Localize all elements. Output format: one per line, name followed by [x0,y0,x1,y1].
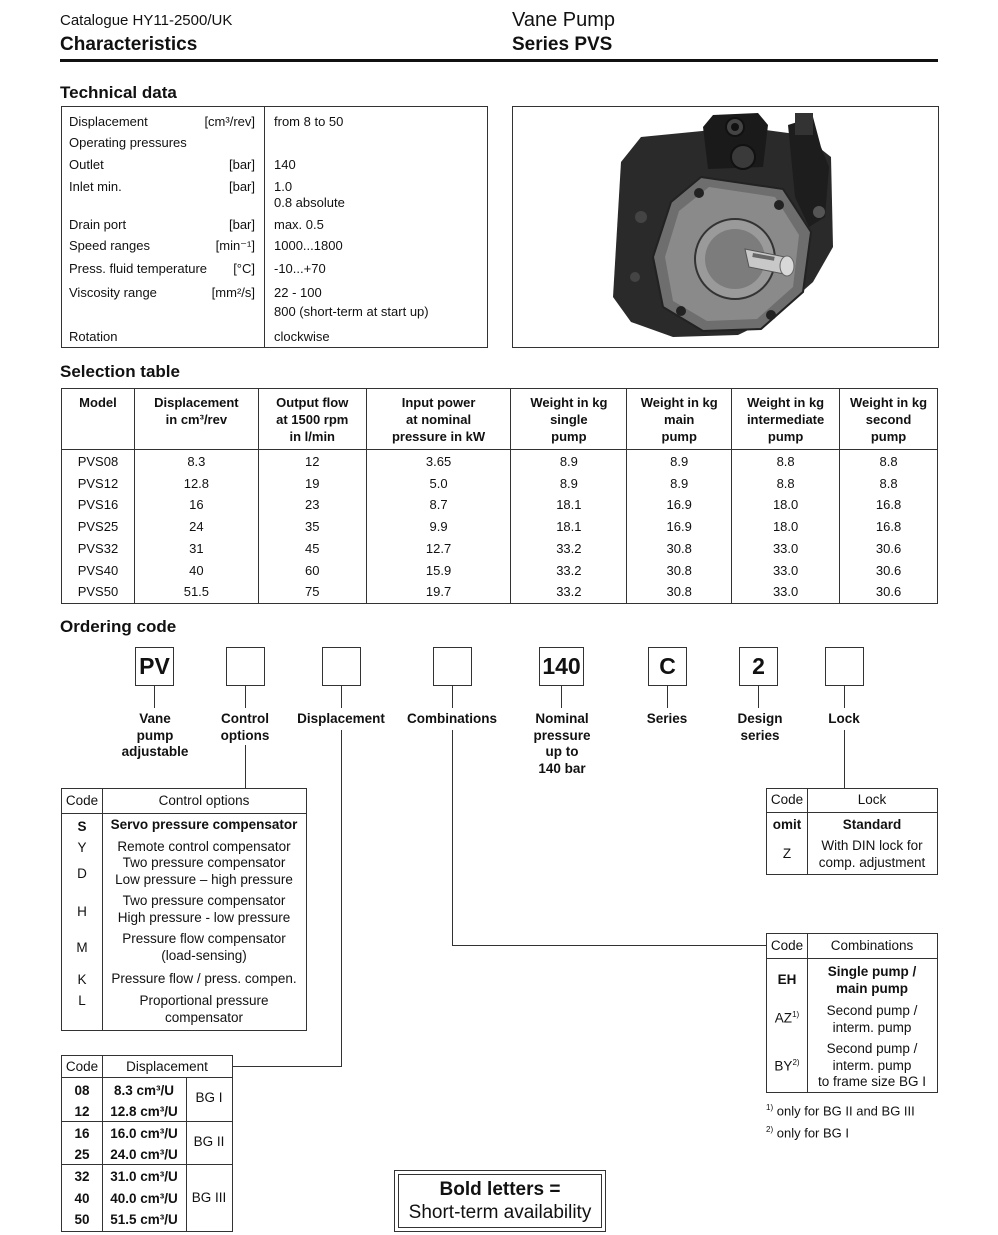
displacement-value: 31.0 cm³/U [110,1169,178,1184]
col-header-displacement: Displacement in cm³/rev [134,389,258,450]
connector-line [561,686,562,708]
code-box-displacement [322,647,361,686]
col-header-input-power: Input power at nominal pressure in kW [366,389,511,450]
label-design-series: Design series [737,711,783,743]
displacement-code: 16 [74,1126,90,1141]
control-option-desc: Servo pressure compensator [110,817,298,832]
connector-displacement [341,730,342,1066]
lock-table [766,788,938,875]
table-cell: 33.0 [732,538,840,560]
connector-combinations-h [452,945,766,946]
label-control-options: Control options [220,711,270,743]
combinations-header-code: Code [770,938,804,953]
table-row [62,473,938,495]
table-cell: 8.7 [366,494,511,516]
table-cell: 33.0 [732,560,840,582]
table-cell: 30.6 [840,581,938,603]
code-box-pv: PV [135,647,174,686]
table-rule [767,958,937,959]
table-cell: 19 [258,473,366,495]
table-cell: 8.8 [732,450,840,473]
connector-line [341,686,342,708]
displacement-value: 40.0 cm³/U [110,1191,178,1206]
table-rule [62,1077,232,1078]
table-cell: 40 [134,560,258,582]
control-option-code: K [77,972,87,987]
product-series: Series PVS [512,34,613,55]
table-rule [62,1164,232,1165]
control-options-header-desc: Control options [158,793,250,808]
table-cell: PVS25 [62,516,135,538]
code-box-nominal-pressure: 140 [539,647,584,686]
control-option-code: M [76,940,88,955]
control-option-desc: Remote control compensator [117,839,291,854]
table-cell: 8.8 [840,473,938,495]
code-box-combinations [433,647,472,686]
combination-code-eh: EH [777,972,797,987]
displacement-header-code: Code [65,1059,99,1074]
control-option-desc: Proportional pressure compensator [139,993,269,1025]
table-cell: 18.1 [511,494,627,516]
label-nominal-pressure: Nominal pressure up to 140 bar [533,711,591,776]
table-rule [62,813,306,814]
table-cell: 8.3 [134,450,258,473]
lock-desc-din: With DIN lock for comp. adjustment [818,838,926,870]
connector-line [758,686,759,708]
table-cell: 12.7 [366,538,511,560]
bold-letters-legend [394,1170,606,1232]
control-option-desc: Pressure flow / press. compen. [111,971,297,986]
label-combinations: Combinations [407,711,497,726]
control-option-code: L [78,993,86,1008]
lock-header-code: Code [770,792,804,807]
label-series: Series [646,711,688,726]
displacement-value: 12.8 cm³/U [110,1104,178,1119]
group-bg-2: BG II [193,1134,225,1149]
control-option-code: Y [77,840,87,855]
col-header-weight-intermediate: Weight in kg intermediate pump [732,389,840,450]
control-option-code: H [77,904,87,919]
selection-table-header [62,389,938,450]
table-cell: 33.2 [511,560,627,582]
connector-line [844,686,845,708]
control-option-code: D [77,866,87,881]
col-header-weight-second: Weight in kg second pump [840,389,938,450]
connector-line [667,686,668,708]
displacement-value: 16.0 cm³/U [110,1126,178,1141]
code-box-design-series: 2 [739,647,778,686]
displacement-value: 51.5 cm³/U [110,1212,178,1227]
col-header-weight-single: Weight in kg single pump [511,389,627,450]
table-cell: 33.2 [511,538,627,560]
table-cell: 33.2 [511,581,627,603]
table-row [62,538,938,560]
connector-line [452,686,453,708]
table-cell: 18.1 [511,516,627,538]
table-row [62,516,938,538]
code-box-lock [825,647,864,686]
combination-code-az: AZ$^{1)}$ [774,1010,800,1026]
table-cell: 18.0 [732,494,840,516]
col-header-output-flow: Output flow at 1500 rpm in l/min [258,389,366,450]
table-cell: 8.9 [627,450,732,473]
table-row [62,560,938,582]
table-cell: 30.8 [627,538,732,560]
table-row [62,581,938,603]
control-options-header-code: Code [65,793,99,808]
table-rule [62,1121,232,1122]
table-cell: PVS40 [62,560,135,582]
table-cell: 24 [134,516,258,538]
group-bg-3: BG III [191,1190,227,1205]
header-rule [60,59,938,62]
lock-header-desc: Lock [857,792,887,807]
connector-control-options [245,745,246,788]
footnote-1: $^{1)}$ only for BG II and BG III [766,1103,915,1119]
label-displacement: Displacement [297,711,385,726]
table-cell: 16.9 [627,516,732,538]
control-option-desc: Pressure flow compensator (load-sensing) [122,931,286,963]
code-box-control-options [226,647,265,686]
table-row [62,494,938,516]
table-cell: PVS08 [62,450,135,473]
displacement-code: 40 [74,1191,90,1206]
table-cell: 33.0 [732,581,840,603]
table-rule [767,812,937,813]
connector-line [154,686,155,708]
table-cell: 45 [258,538,366,560]
displacement-code: 25 [74,1147,90,1162]
table-cell: 23 [258,494,366,516]
combinations-header-desc: Combinations [830,938,914,953]
legend-line-2: Short-term availability [408,1202,592,1223]
table-cell: 51.5 [134,581,258,603]
column-divider [264,107,265,347]
legend-line-1: Bold letters = [439,1179,561,1200]
connector-line [245,686,246,708]
displacement-value: 24.0 cm³/U [110,1147,178,1162]
vane-pump-illustration [513,107,938,347]
table-cell: 8.8 [840,450,938,473]
table-cell: 30.6 [840,538,938,560]
table-cell: 60 [258,560,366,582]
table-cell: 18.0 [732,516,840,538]
control-option-code: S [77,819,87,834]
table-cell: PVS50 [62,581,135,603]
code-box-series: C [648,647,687,686]
lock-code-z: Z [782,846,792,861]
table-cell: 16 [134,494,258,516]
catalogue-number: Catalogue HY11-2500/UK [60,12,233,29]
col-header-model: Model [62,389,135,450]
table-cell: 12 [258,450,366,473]
table-cell: 16.8 [840,494,938,516]
table-cell: 15.9 [366,560,511,582]
table-cell: 16.8 [840,516,938,538]
table-cell: PVS12 [62,473,135,495]
footnote-2: $^{2)}$ only for BG I [766,1125,849,1141]
table-cell: 8.9 [511,473,627,495]
label-vane-pump: Vane pump adjustable [121,711,189,759]
table-cell: PVS16 [62,494,135,516]
table-cell: 31 [134,538,258,560]
table-cell: 30.6 [840,560,938,582]
selection-table-title: Selection table [60,362,180,381]
table-cell: 5.0 [366,473,511,495]
table-cell: 30.8 [627,581,732,603]
col-header-weight-main: Weight in kg main pump [627,389,732,450]
product-name: Vane Pump [512,9,616,31]
table-row [62,450,938,473]
displacement-code: 12 [74,1104,90,1119]
selection-table [61,388,938,604]
table-cell: 8.8 [732,473,840,495]
table-cell: 9.9 [366,516,511,538]
group-bg-1: BG I [195,1090,223,1105]
lock-desc-standard: Standard [842,817,902,832]
table-cell: PVS32 [62,538,135,560]
lock-code-omit: omit [772,817,802,832]
control-option-desc: Two pressure compensator Low pressure – high pressure [115,855,293,887]
connector-lock [844,730,845,788]
combinations-table [766,933,938,1093]
table-cell: 16.9 [627,494,732,516]
technical-data-title: Technical data [60,83,177,102]
connector-combinations [452,730,453,945]
displacement-value: 8.3 cm³/U [113,1083,175,1098]
displacement-table [61,1055,233,1232]
legend-inner [398,1174,602,1228]
combination-code-by: BY$^{2)}$ [774,1058,800,1074]
displacement-header-desc: Displacement [126,1059,208,1074]
combination-desc-eh: Single pump / main pump [827,964,917,996]
connector-displacement-h [232,1066,342,1067]
table-cell: 30.8 [627,560,732,582]
displacement-code: 08 [74,1083,90,1098]
table-cell: 8.9 [511,450,627,473]
combination-desc-by: Second pump / interm. pump to frame size BG I [817,1041,927,1089]
table-cell: 8.9 [627,473,732,495]
control-option-desc: Two pressure compensator High pressure - low pressure [117,893,291,925]
label-lock: Lock [828,711,860,726]
table-cell: 12.8 [134,473,258,495]
technical-data-table: Displacement [cm³/rev] from 8 to 50 Operating pressures Outlet [bar] 140 Inlet min. [bar] 1.0 0.8 absolute Drain port [bar] max. 0.5 Speed ranges [min⁻¹] 1000...1800 Press. fluid temperature [°C] -10...+70 Viscosity range [mm²/s] 22 - 100 800 (short-term at start up) Rotation clockwise [61,106,488,348]
combination-desc-az: Second pump / interm. pump [826,1003,918,1035]
displacement-code: 32 [74,1169,90,1184]
table-cell: 75 [258,581,366,603]
ordering-code-title: Ordering code [60,617,177,636]
table-cell: 35 [258,516,366,538]
displacement-code: 50 [74,1212,90,1227]
table-cell: 19.7 [366,581,511,603]
page-title: Characteristics [60,34,198,55]
control-options-table [61,788,307,1031]
table-cell: 3.65 [366,450,511,473]
pump-photo [512,106,939,348]
